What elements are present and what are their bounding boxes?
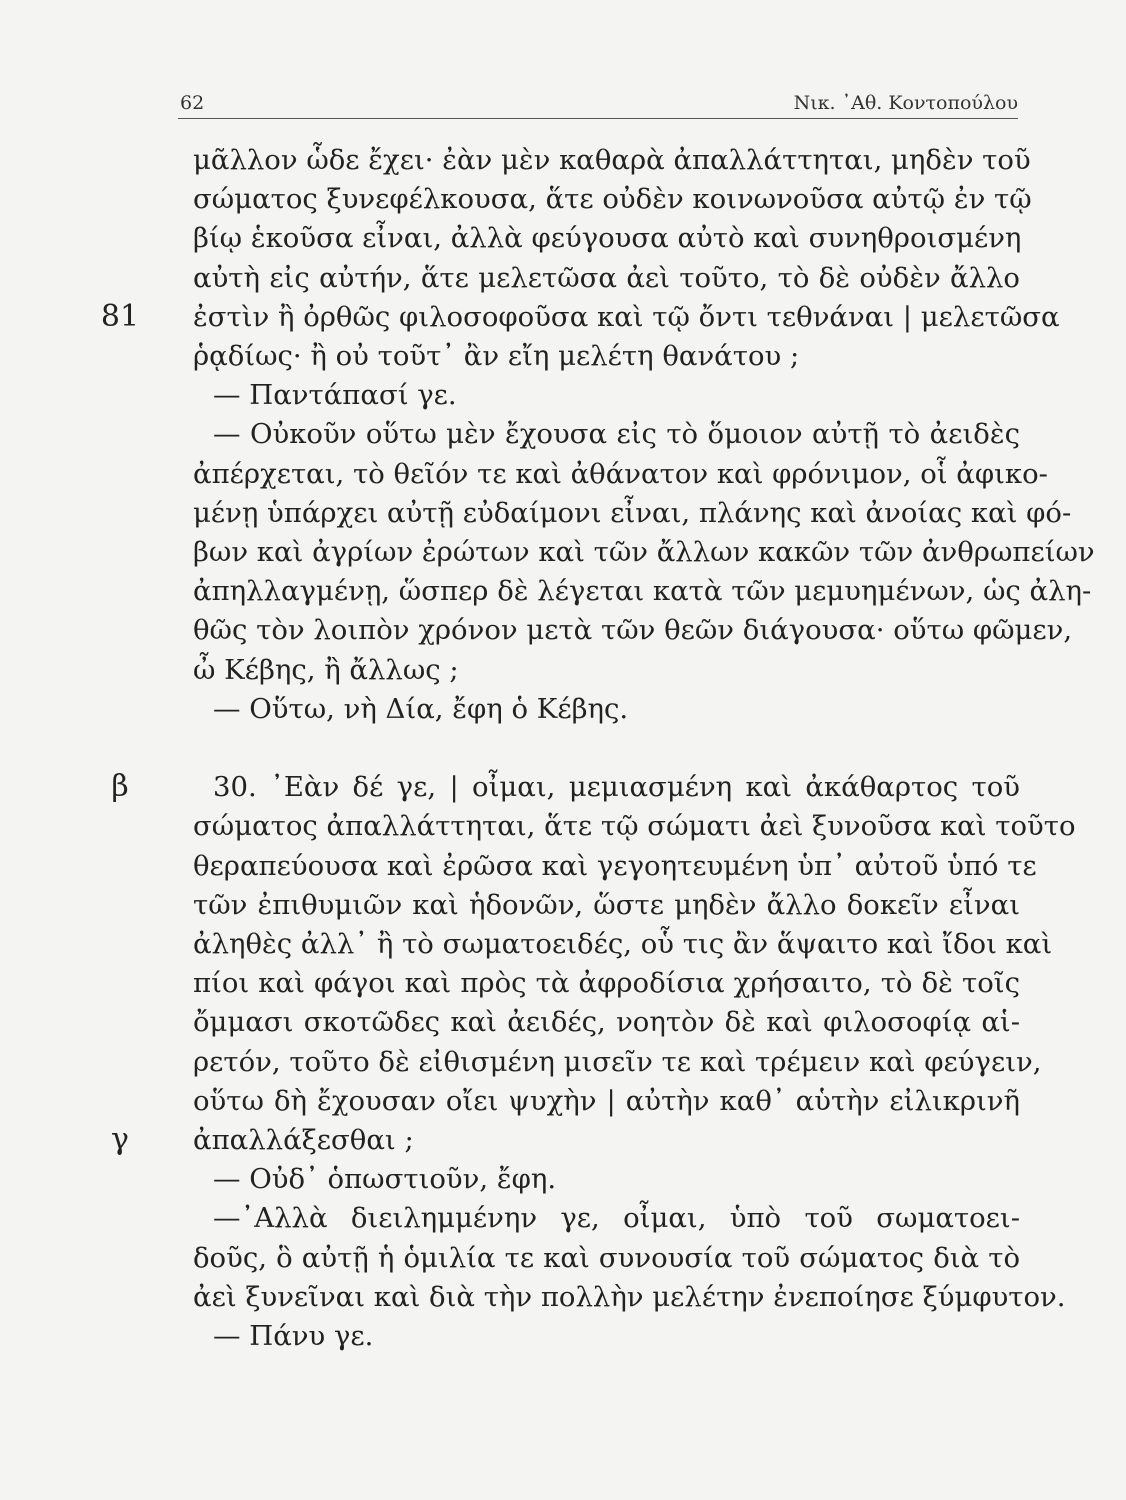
text-line: — Οὕτω, νὴ Δία, ἔφη ὁ Κέβης. bbox=[213, 692, 629, 725]
text-line: σώματος ἀπαλλάττηται, ἅτε τῷ σώματι ἀεὶ ξυνοῦσα καὶ τοῦτο bbox=[193, 810, 1076, 843]
text-line bbox=[193, 728, 1020, 768]
text-line: ἀληθὲς ἀλλ᾽ ἢ τὸ σωματοειδές, οὗ τις ἂν ἅψαιτο καὶ ἴδοι καὶ bbox=[193, 928, 1053, 960]
text-line: βίῳ ἑκοῦσα εἶναι, ἀλλὰ φεύγουσα αὐτὸ καὶ συνηθροισμένη bbox=[193, 222, 1022, 255]
running-head-author: Νικ. ᾿Αθ. Κοντοπούλου bbox=[793, 92, 1018, 114]
text-line: ὦ Κέβης, ἢ ἄλλως ; bbox=[193, 653, 459, 686]
text-line: — Παντάπασί γε. bbox=[213, 379, 457, 412]
text-line: μᾶλλον ὧδε ἔχει· ἐὰν μὲν καθαρὰ ἀπαλλάττηται, μηδὲν τοῦ bbox=[193, 144, 1031, 176]
margin-reference: γ bbox=[111, 1122, 129, 1157]
page-number: 62 bbox=[180, 92, 205, 114]
text-line: μένῃ ὑπάρχει αὐτῇ εὐδαίμονι εἶναι, πλάνης καὶ ἀνοίας καὶ φό- bbox=[193, 496, 1072, 529]
text-line: ὄμμασι σκοτῶδες καὶ ἀειδές, νοητὸν δὲ καὶ φιλοσοφίᾳ αἱ- bbox=[193, 1006, 1020, 1039]
text-line: θεραπεύουσα καὶ ἐρῶσα καὶ γεγοητευμένη ὑπ᾽ αὐτοῦ ὑπό τε bbox=[193, 849, 1037, 882]
text-line: 30. ᾽Εὰν δέ γε, | οἶμαι, μεμιασμένη καὶ ἀκάθαρτος τοῦ bbox=[213, 771, 1020, 804]
text-line: δοῦς, ὃ αὐτῇ ἡ ὁμιλία τε καὶ συνουσία τοῦ σώματος διὰ τὸ bbox=[193, 1241, 1020, 1274]
text-line: αὐτὴ εἰς αὐτήν, ἅτε μελετῶσα ἀεὶ τοῦτο, τὸ δὲ οὐδὲν ἄλλο bbox=[193, 261, 1020, 294]
text-line: σώματος ξυνεφέλκουσα, ἅτε οὐδὲν κοινωνοῦσα αὐτῷ ἐν τῷ bbox=[193, 183, 1032, 216]
text-line: ρετόν, τοῦτο δὲ εἰθισμένη μισεῖν τε καὶ τρέμειν καὶ φεύγειν, bbox=[193, 1045, 1042, 1078]
text-line: ῥᾳδίως· ἢ οὐ τοῦτ᾽ ἂν εἴη μελέτη θανάτου ; bbox=[193, 340, 800, 372]
text-line: ἀπέρχεται, τὸ θεῖόν τε καὶ ἀθάνατον καὶ φρόνιμον, οἷ ἀφικο- bbox=[193, 457, 1048, 490]
text-line: —᾽Αλλὰ διειλημμένην γε, οἶμαι, ὑπὸ τοῦ σωματοει- bbox=[213, 1202, 1020, 1235]
margin-reference: 81 bbox=[100, 298, 140, 334]
margin-reference: β bbox=[111, 769, 129, 805]
text-line: ἀεὶ ξυνεῖναι καὶ διὰ τὴν πολλὴν μελέτην ἐνεποίησε ξύμφυτον. bbox=[193, 1280, 1066, 1313]
text-line: βων καὶ ἀγρίων ἐρώτων καὶ τῶν ἄλλων κακῶν τῶν ἀνθρωπείων bbox=[193, 536, 1095, 568]
text-line: πίοι καὶ φάγοι καὶ πρὸς τὰ ἀφροδίσια χρήσαιτο, τὸ δὲ τοῖς bbox=[193, 967, 1020, 1000]
text-line: ἀπαλλάξεσθαι ; bbox=[193, 1124, 414, 1156]
text-line: — Οὐδ᾽ ὁπωστιοῦν, ἔφη. bbox=[213, 1163, 557, 1196]
running-header bbox=[178, 92, 1018, 119]
text-line: — Οὐκοῦν οὕτω μὲν ἔχουσα εἰς τὸ ὅμοιον αὐτῇ τὸ ἀειδὲς bbox=[213, 418, 1020, 451]
text-line: θῶς τὸν λοιπὸν χρόνον μετὰ τῶν θεῶν διάγουσα· οὕτω φῶμεν, bbox=[193, 614, 1073, 647]
text-line: — Πάνυ γε. bbox=[213, 1320, 374, 1352]
text-line: οὕτω δὴ ἔχουσαν οἴει ψυχὴν | αὐτὴν καθ᾽ αὑτὴν εἰλικρινῆ bbox=[193, 1084, 1020, 1117]
text-line: ἀπηλλαγμένῃ, ὥσπερ δὲ λέγεται κατὰ τῶν μεμυημένων, ὡς ἀλη- bbox=[193, 575, 1092, 608]
text-line: ἐστὶν ἢ ὀρθῶς φιλοσοφοῦσα καὶ τῷ ὄντι τεθνάναι | μελετῶσα bbox=[193, 300, 1060, 333]
text-line: τῶν ἐπιθυμιῶν καὶ ἡδονῶν, ὥστε μηδὲν ἄλλο δοκεῖν εἶναι bbox=[193, 888, 1020, 921]
